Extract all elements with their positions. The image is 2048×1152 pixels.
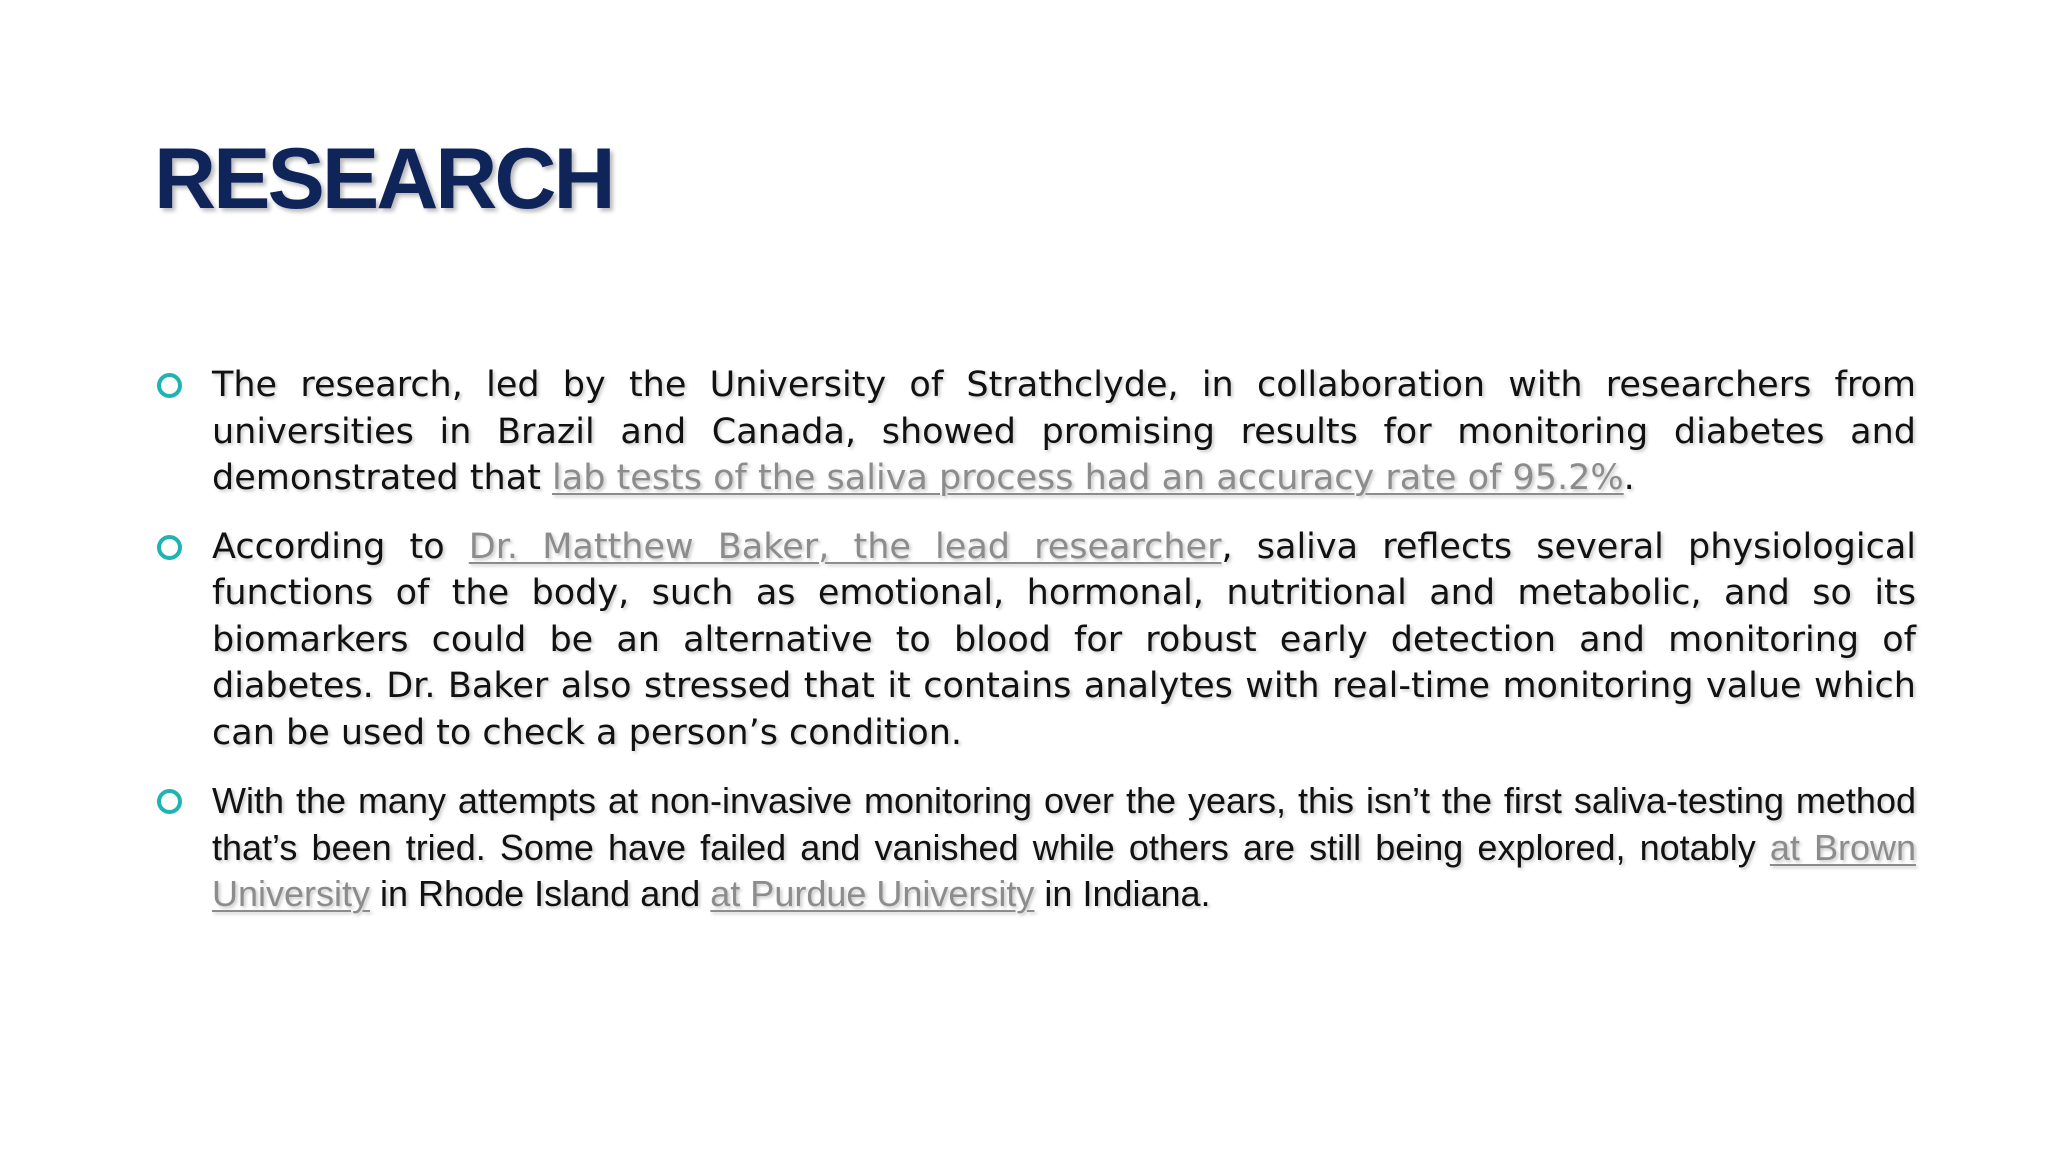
bullet-text: With the many attempts at non-invasive monitoring over the years, this isn’t the first saliva-testing method that’s been tried. Some have failed and vanished while others are still being explored, notably <box>212 780 1916 868</box>
bullet-item-research-results <box>154 362 1916 502</box>
circle-bullet-icon <box>157 789 182 814</box>
bullet-text: in Rhode Island and <box>370 873 711 914</box>
bullet-text: The research, led by the University of Strathclyde, in collaboration with researchers from universities in Brazil and Canada, showed promising results for monitoring diabetes and demonstrated that <box>212 365 1916 498</box>
bullet-item-lead-researcher <box>154 524 1916 757</box>
bullet-list <box>154 362 1916 940</box>
lead-researcher-link[interactable]: Dr. Matthew Baker, the lead researcher <box>468 526 1222 567</box>
bullet-item-other-attempts <box>154 778 1916 918</box>
bullet-text: According to <box>212 526 469 567</box>
circle-bullet-icon <box>157 373 182 398</box>
bullet-text: in Indiana. <box>1034 873 1211 914</box>
circle-bullet-icon <box>157 535 182 560</box>
bullet-text: . <box>1623 458 1635 498</box>
brown-university-link[interactable]: at Brown University <box>212 826 1916 914</box>
slide-title: RESEARCH <box>154 131 613 227</box>
bullet-text: , saliva reflects several physiological functions of the body, such as emotional, hormonal, nutritional and metabolic, and so its biomarkers could be an alternative to blood for robust early detection and monitoring of diabetes. Dr. Baker also stressed that it contains analytes with real-time monitoring value which can be used to check a person’s condition. <box>212 526 1916 753</box>
accuracy-rate-link[interactable]: lab tests of the saliva process had an accuracy rate of 95.2% <box>552 458 1624 498</box>
purdue-university-link[interactable]: at Purdue University <box>710 873 1035 914</box>
